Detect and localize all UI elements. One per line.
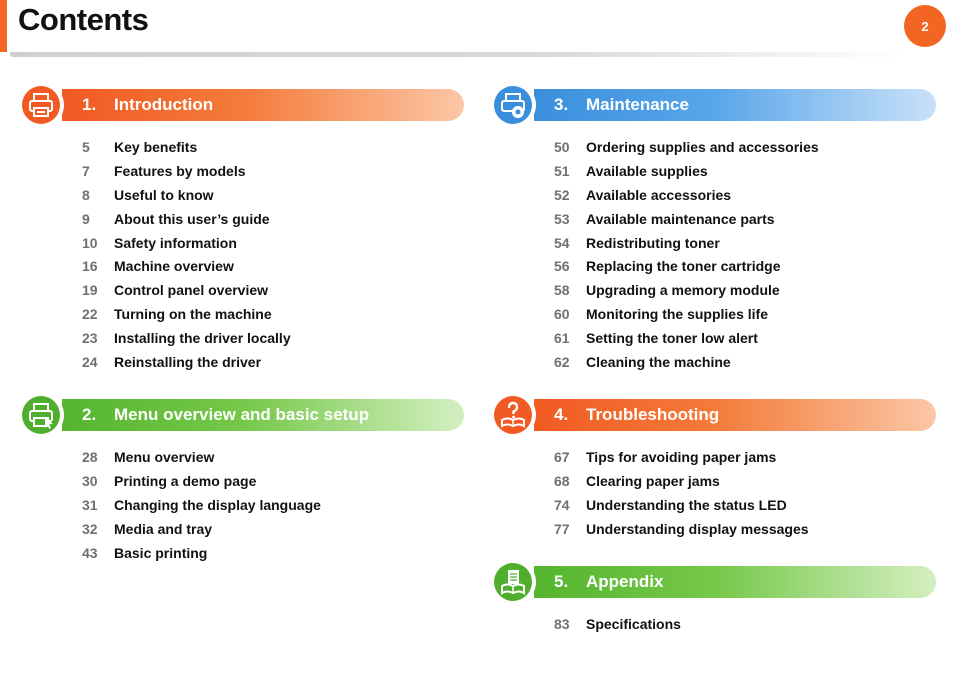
section-header[interactable] <box>18 82 464 128</box>
toc-page-number: 68 <box>554 472 570 489</box>
section-number: 4. <box>554 405 569 424</box>
toc-entry-title[interactable]: Cleaning the machine <box>586 353 731 370</box>
toc-page-number: 28 <box>82 448 98 465</box>
printer-gear-icon <box>490 82 536 128</box>
section-title[interactable]: Menu overview and basic setup <box>114 405 370 424</box>
toc-entry[interactable] <box>490 517 936 541</box>
toc-page-number: 52 <box>554 186 570 203</box>
toc-entry-title[interactable]: Changing the display language <box>114 496 321 513</box>
toc-list <box>490 135 936 374</box>
toc-page-number: 51 <box>554 162 570 179</box>
toc-page-number: 5 <box>82 138 90 155</box>
toc-page-number: 61 <box>554 330 570 347</box>
toc-entry[interactable] <box>490 278 936 302</box>
section-maintenance <box>490 82 936 374</box>
toc-page-number: 53 <box>554 210 570 227</box>
toc-entry[interactable] <box>490 469 936 493</box>
toc-entry[interactable] <box>18 135 464 159</box>
toc-entry-title[interactable]: Media and tray <box>114 520 213 537</box>
section-title[interactable]: Troubleshooting <box>586 405 720 424</box>
toc-entry-title[interactable]: Replacing the toner cartridge <box>586 258 781 275</box>
toc-list <box>490 612 936 636</box>
document-book-icon <box>490 559 536 605</box>
toc-entry[interactable] <box>18 207 464 231</box>
toc-entry-title[interactable]: About this user’s guide <box>114 210 270 227</box>
section-title[interactable]: Introduction <box>114 95 214 114</box>
toc-entry-title[interactable]: Understanding display messages <box>586 520 809 537</box>
section-number: 2. <box>82 405 97 424</box>
toc-page-number: 24 <box>82 353 98 370</box>
toc-page-number: 9 <box>82 210 90 227</box>
toc-entry-title[interactable]: Ordering supplies and accessories <box>586 138 819 155</box>
toc-page-number: 31 <box>82 496 98 513</box>
toc-entry[interactable] <box>18 159 464 183</box>
toc-entry[interactable] <box>490 207 936 231</box>
toc-entry-title[interactable]: Printing a demo page <box>114 472 257 489</box>
toc-page-number: 77 <box>554 520 570 537</box>
toc-page-number: 32 <box>82 520 98 537</box>
toc-entry[interactable] <box>490 350 936 374</box>
toc-entry-title[interactable]: Available accessories <box>586 186 732 203</box>
toc-entry[interactable] <box>490 302 936 326</box>
toc-page-number: 50 <box>554 138 570 155</box>
toc-entry-title[interactable]: Machine overview <box>114 258 234 275</box>
toc-entry[interactable] <box>490 612 936 636</box>
toc-page-number: 19 <box>82 282 98 299</box>
toc-entry-title[interactable]: Safety information <box>114 234 237 251</box>
section-number: 1. <box>82 95 97 114</box>
toc-entry-title[interactable]: Redistributing toner <box>586 234 720 251</box>
toc-page-number: 74 <box>554 496 570 513</box>
page-number-badge: 2 <box>904 5 946 47</box>
toc-entry-title[interactable]: Features by models <box>114 162 246 179</box>
toc-entry-title[interactable]: Specifications <box>586 615 681 632</box>
toc-page-number: 58 <box>554 282 570 299</box>
toc-page-number: 60 <box>554 306 570 323</box>
title-underline <box>10 52 910 57</box>
section-title[interactable]: Maintenance <box>586 95 689 114</box>
toc-entry-title[interactable]: Menu overview <box>114 448 215 465</box>
toc-page-number: 83 <box>554 615 570 632</box>
toc-entry[interactable] <box>18 350 464 374</box>
toc-entry[interactable] <box>18 278 464 302</box>
toc-entry-title[interactable]: Basic printing <box>114 544 208 561</box>
section-header[interactable] <box>490 82 936 128</box>
toc-page-number: 10 <box>82 234 98 251</box>
toc-page-number: 8 <box>82 186 90 203</box>
section-header[interactable] <box>490 392 936 438</box>
section-menu-overview <box>18 392 464 564</box>
section-introduction <box>18 82 464 374</box>
toc-entry[interactable] <box>490 135 936 159</box>
toc-page-number: 22 <box>82 306 98 323</box>
toc-page-number: 67 <box>554 448 570 465</box>
toc-entry[interactable] <box>18 231 464 255</box>
toc-entry-title[interactable]: Upgrading a memory module <box>586 282 780 299</box>
toc-entry[interactable] <box>490 159 936 183</box>
section-number: 5. <box>554 572 569 591</box>
toc-entry-title[interactable]: Available maintenance parts <box>586 210 775 227</box>
toc-entry-title[interactable]: Setting the toner low alert <box>586 330 758 347</box>
toc-entry[interactable] <box>490 445 936 469</box>
toc-page-number: 23 <box>82 330 98 347</box>
toc-entry[interactable] <box>490 326 936 350</box>
section-number: 3. <box>554 95 569 114</box>
printer-pointer-icon <box>18 392 64 438</box>
toc-entry-title[interactable]: Useful to know <box>114 186 214 203</box>
toc-entry[interactable] <box>490 493 936 517</box>
toc-entry-title[interactable]: Installing the driver locally <box>114 330 291 347</box>
toc-entry-title[interactable]: Turning on the machine <box>114 306 272 323</box>
toc-entry[interactable] <box>490 231 936 255</box>
toc-entry[interactable] <box>18 541 464 565</box>
toc-entry-title[interactable]: Monitoring the supplies life <box>586 306 768 323</box>
toc-entry[interactable] <box>18 469 464 493</box>
printer-icon <box>18 82 64 128</box>
toc-entry[interactable] <box>18 183 464 207</box>
toc-entry[interactable] <box>490 183 936 207</box>
title-accent-bar <box>0 0 7 52</box>
section-troubleshooting <box>490 392 936 541</box>
toc-entry[interactable] <box>18 517 464 541</box>
toc-page-number: 7 <box>82 162 90 179</box>
toc-page-number: 30 <box>82 472 98 489</box>
toc-page-number: 16 <box>82 258 98 275</box>
toc-entry-title[interactable]: Key benefits <box>114 138 198 155</box>
toc-list <box>18 135 464 374</box>
toc-entry[interactable] <box>18 302 464 326</box>
toc-page-number: 62 <box>554 353 570 370</box>
toc-entry-title[interactable]: Available supplies <box>586 162 708 179</box>
toc-entry[interactable] <box>490 254 936 278</box>
toc-page-number: 43 <box>82 544 98 561</box>
section-appendix <box>490 559 936 636</box>
toc-entry-title[interactable]: Tips for avoiding paper jams <box>586 448 777 465</box>
toc-entry-title[interactable]: Understanding the status LED <box>586 496 787 513</box>
toc-entry[interactable] <box>18 254 464 278</box>
page-title: Contents <box>18 2 149 37</box>
toc-entry[interactable] <box>18 493 464 517</box>
toc-entry-title[interactable]: Reinstalling the driver <box>114 353 262 370</box>
toc-entry[interactable] <box>18 326 464 350</box>
section-header[interactable] <box>490 559 936 605</box>
toc-entry[interactable] <box>18 445 464 469</box>
toc-list <box>490 445 936 541</box>
question-book-icon <box>490 392 536 438</box>
section-title[interactable]: Appendix <box>586 572 664 591</box>
toc-list <box>18 445 464 564</box>
section-header[interactable] <box>18 392 464 438</box>
toc-page-number: 54 <box>554 234 570 251</box>
toc-entry-title[interactable]: Control panel overview <box>114 282 269 299</box>
toc-page-number: 56 <box>554 258 570 275</box>
toc-entry-title[interactable]: Clearing paper jams <box>586 472 720 489</box>
